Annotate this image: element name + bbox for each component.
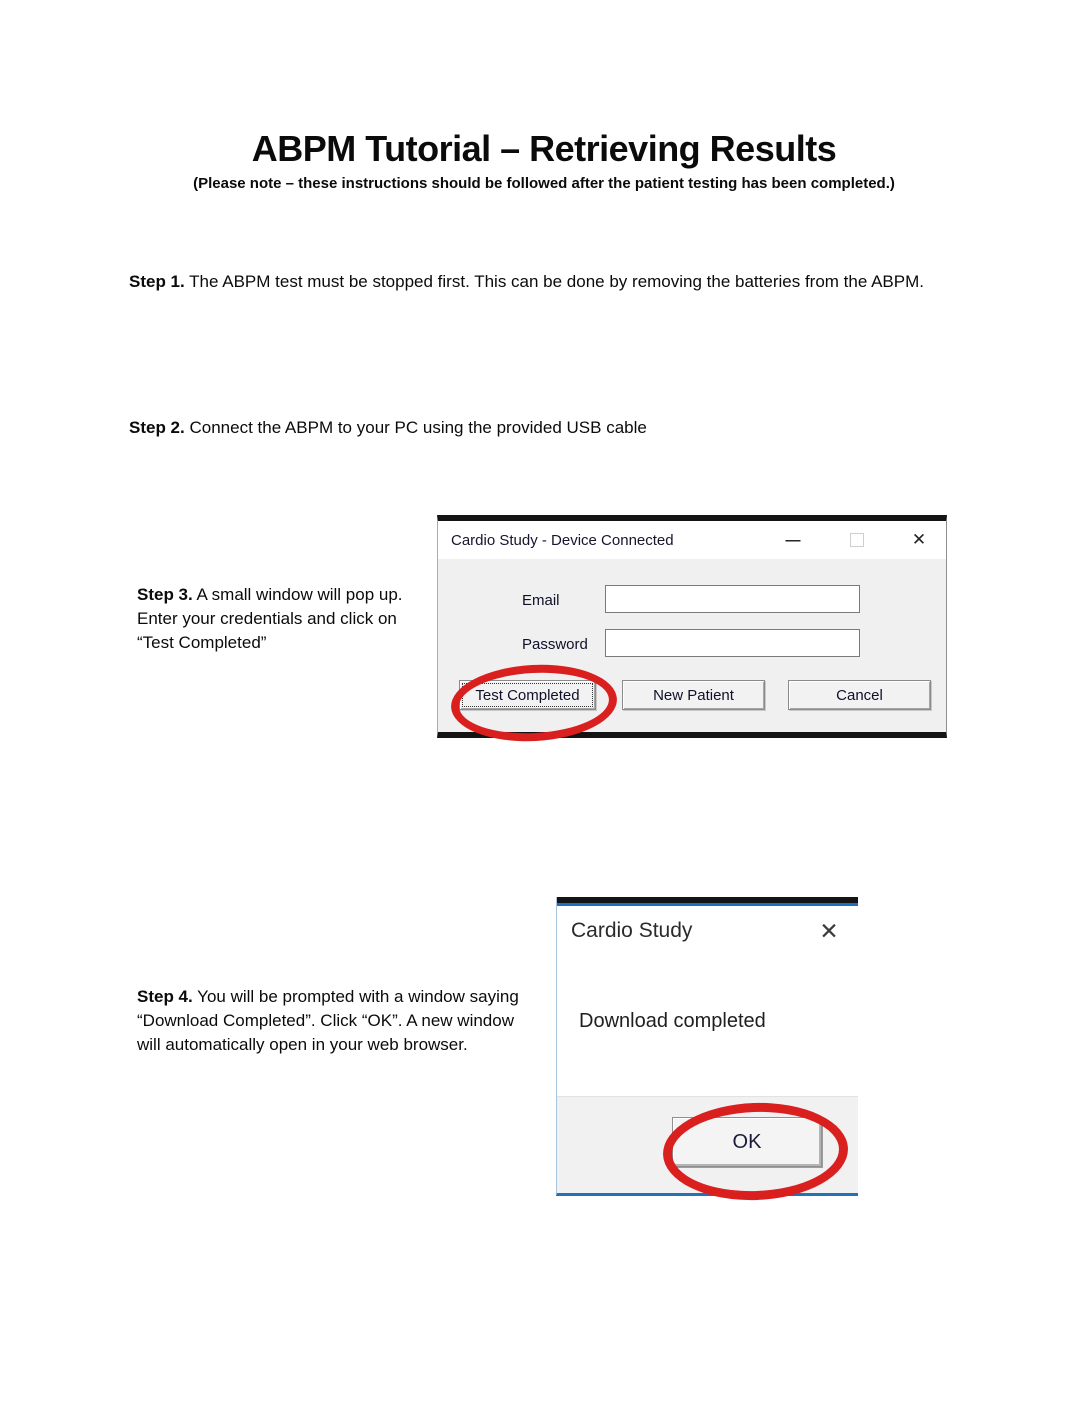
step-2-label: Step 2.: [129, 418, 185, 437]
email-field[interactable]: [605, 585, 860, 613]
close-icon[interactable]: ✕: [911, 530, 927, 549]
download-completed-message: Download completed: [579, 1010, 766, 1032]
page-subtitle: (Please note – these instructions should be followed after the patient testing has been completed.): [193, 175, 895, 192]
device-connected-dialog: [437, 515, 947, 738]
step-1-text: The ABPM test must be stopped first. This can be done by removing the batteries from the ABPM.: [184, 272, 924, 291]
device-dialog-title: Cardio Study - Device Connected: [451, 531, 674, 549]
maximize-box: [850, 533, 864, 547]
close-icon[interactable]: ✕: [819, 917, 839, 944]
step-1-paragraph: [129, 270, 929, 294]
step-4-label: Step 4.: [137, 987, 193, 1006]
test-completed-button[interactable]: Test Completed: [459, 680, 596, 710]
step-3-paragraph: [137, 583, 433, 655]
password-label: Password: [522, 636, 588, 653]
page-title: ABPM Tutorial – Retrieving Results: [251, 128, 837, 169]
minimize-icon[interactable]: —: [785, 531, 801, 549]
step-4-text: You will be prompted with a window saying “Download Completed”. Click “OK”. A new window will automatically open in your web browser.: [137, 987, 519, 1055]
device-dialog-titlebar: [438, 521, 946, 559]
step-4-paragraph: [137, 985, 539, 1057]
step-3-text: A small window will pop up. Enter your credentials and click on “Test Completed”: [137, 585, 403, 653]
dialog-accent-line: [557, 903, 858, 906]
maximize-icon: [840, 521, 874, 559]
new-patient-button[interactable]: New Patient: [622, 680, 765, 710]
device-dialog-body: [438, 559, 946, 732]
download-dialog-title: Cardio Study: [571, 919, 693, 942]
cancel-button[interactable]: Cancel: [788, 680, 931, 710]
download-completed-dialog: [556, 897, 858, 1196]
step-1-label: Step 1.: [129, 272, 185, 291]
step-2-paragraph: [129, 416, 829, 440]
ok-button[interactable]: OK: [672, 1117, 822, 1167]
step-3-label: Step 3.: [137, 585, 193, 604]
step-2-text: Connect the ABPM to your PC using the provided USB cable: [184, 418, 647, 437]
email-label: Email: [522, 592, 560, 609]
password-field[interactable]: [605, 629, 860, 657]
